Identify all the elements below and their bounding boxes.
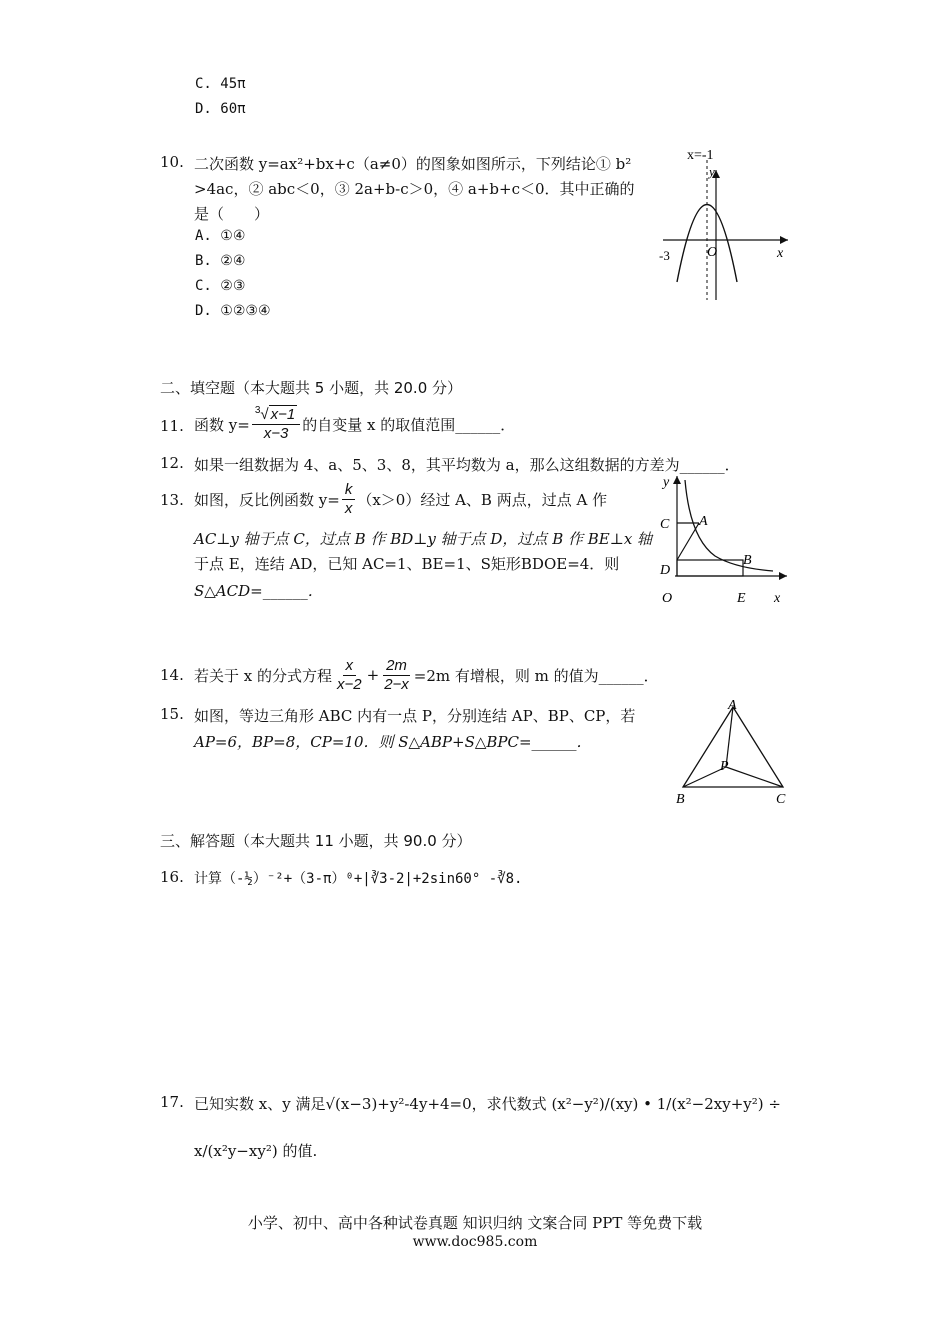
q13-line1-post: （x＞0）经过 A、B 两点，过点 A 作 [357,490,608,509]
q14-denominator2: 2−x [384,675,409,693]
q10-line3: 是（ ） [194,205,270,223]
q16-text: 计算（-½）⁻²+（3-π）⁰+|∛3-2|+2sin60° -∛8. [194,871,523,887]
q11-number: 11. [160,417,184,435]
q10-y-label: y [709,164,715,179]
q17-line1: 已知实数 x、y 满足√(x−3)+y²-4y+4=0，求代数式 (x²−y²)/(xy) • 1/(x²−2xy+y²) ÷ [194,1095,781,1113]
q13-k: k [342,481,356,500]
q13-line1-pre: 如图，反比例函数 y= [194,490,340,509]
q13-hyperbola-figure [655,468,795,608]
q16-number: 16. [160,868,184,886]
q13-x-label: x [774,591,781,606]
q13-line4: S△ACD=______． [194,582,323,600]
q9-option-d: D. 60π [195,101,246,117]
q10-parabola-figure [655,142,795,302]
q15-C: C [776,792,786,807]
q13-O: O [662,591,673,606]
q13-C: C [660,517,670,532]
q13-B: B [743,553,752,568]
q9-option-c: C. 45π [195,76,246,92]
q13-line1 [194,476,607,522]
q14-plus: + [366,666,380,684]
q11-pre: 函数 y= [194,415,250,434]
q11-numerator: x−1 [270,406,296,423]
q10-axis-label: x=-1 [687,148,714,163]
q12-number: 12. [160,454,184,472]
q14-fraction1 [334,657,365,694]
q14-pre: 若关于 x 的分式方程 [194,666,332,685]
q13-E: E [737,591,746,606]
q11-fraction: $\frac{^3√ x-1}{x-3}$ [252,405,300,443]
q12-text: 如果一组数据为 4、a、5、3、8，其平均数为 a，那么这组数据的方差为______． [194,456,740,474]
q14-number: 14. [160,666,184,684]
q14-denominator1: x−2 [337,675,362,693]
q13-line3: 于点 E，连结 AD，已知 AC=1、BE=1、S矩形BDOE=4．则 [194,555,620,573]
q10-origin: O [707,245,718,260]
q10-option-d: D. ①②③④ [195,303,271,319]
q10-neg3: -3 [659,248,670,263]
q15-P: P [720,759,729,774]
q14-numerator1: x [343,657,357,676]
q17-number: 17. [160,1093,184,1111]
q14-numerator2: 2m [383,657,410,676]
q15-number: 15. [160,705,184,723]
q11-text [194,399,515,449]
footer-line1: 小学、初中、高中各种试卷真题 知识归纳 文案合同 PPT 等免费下载 [247,1214,703,1232]
q13-A: A [699,514,708,529]
q11-post: 的自变量 x 的取值范围______． [302,415,516,434]
q15-triangle-figure [668,695,798,810]
q10-option-c: C. ②③ [195,278,246,294]
section2-heading: 二、填空题（本大题共 5 小题，共 20.0 分） [160,379,463,397]
q15-line2: AP=6，BP=8，CP=10．则 S△ABP+S△BPC=______． [194,733,592,751]
q14-text [194,651,659,699]
footer-url[interactable]: www.doc985.com [412,1234,538,1250]
q10-number: 10. [160,153,184,171]
q10-line2: >4ac，② abc＜0，③ 2a+b-c＞0，④ a+b+c＜0．其中正确的 [194,180,635,198]
q13-fraction [342,481,356,518]
q13-y-label: y [663,475,670,490]
q17-line2: x/(x²y−xy²) 的值. [194,1142,318,1160]
q13-x: x [344,499,353,517]
q13-number: 13. [160,491,184,509]
q10-option-a: A. ①④ [195,228,246,244]
q14-fraction2 [381,657,412,694]
q13-line2: AC⊥y 轴于点 C，过点 B 作 BD⊥y 轴于点 D，过点 B 作 BE⊥x 轴 [194,530,653,548]
q14-post: =2m 有增根，则 m 的值为______． [413,666,659,685]
section3-heading: 三、解答题（本大题共 11 小题，共 90.0 分） [160,832,472,850]
q15-line1: 如图，等边三角形 ABC 内有一点 P，分别连结 AP、BP、CP，若 [194,707,636,725]
q10-option-b: B. ②④ [195,253,246,269]
q10-line1: 二次函数 y=ax²+bx+c（a≠0）的图象如图所示，下列结论① b² [194,155,632,173]
q13-D: D [660,563,671,578]
q11-denominator: x−3 [263,425,289,442]
q10-x-label: x [777,246,784,261]
q15-A: A [728,698,737,713]
q15-B: B [676,792,685,807]
